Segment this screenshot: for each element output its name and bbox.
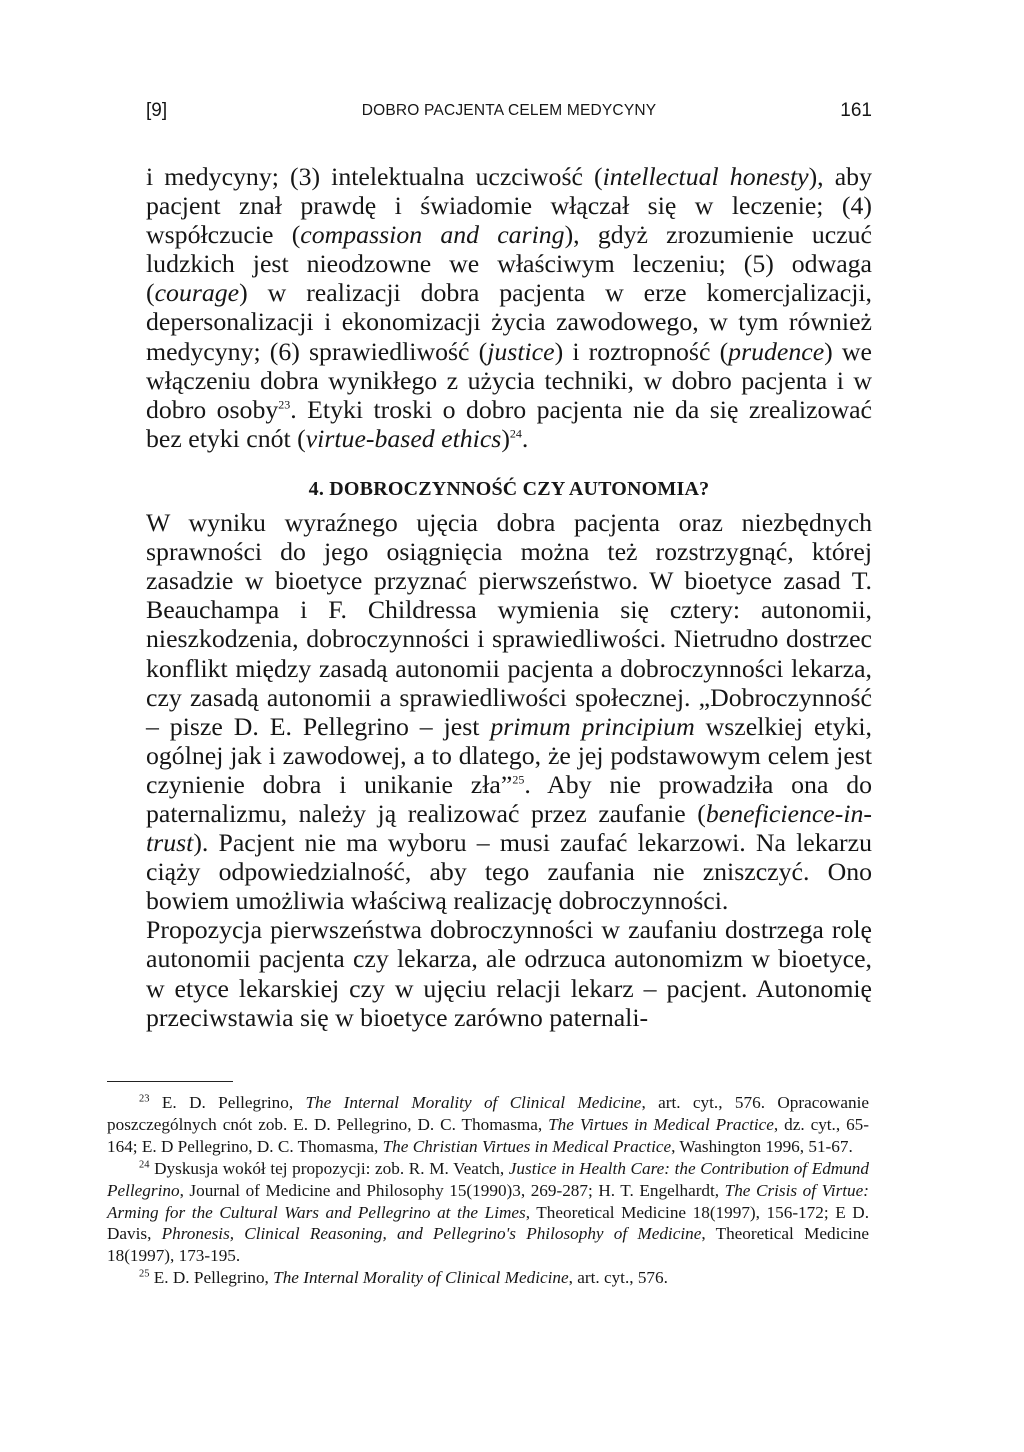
- italic-title: Justice in Health Care: the Contribution of Edmund Pellegrino: [107, 1158, 869, 1200]
- text-run: E. D. Pellegrino,: [149, 1268, 274, 1288]
- footnote-ref-23[interactable]: 23: [278, 397, 291, 412]
- paragraph-2: [146, 508, 872, 915]
- text-run: Propozycja pierwszeństwa dobroczynności w zaufaniu dostrzega rolę autonomii pacjenta czy lekarza, ale odrzuca autonomizm w bioetyce, w etyce lekarskiej czy w ujęciu relacji lekarz – pacjent. Autonomię przeciwstawia się w bioetyce zarówno paternali-: [146, 915, 872, 1032]
- text-run: Dyskusja wokół tej propozycji: zob. R. M. Veatch,: [149, 1158, 509, 1178]
- main-text: [146, 162, 872, 1032]
- text-run: , art. cyt., 576. Opracowanie poszczególnych cnót zob. E. D. Pellegrino, D. C. Thomasma,: [107, 1093, 869, 1134]
- italic-term: primum principium: [490, 711, 695, 741]
- footnote-ref-25[interactable]: 25: [512, 772, 525, 787]
- text-run: ), gdyż zrozumienie uczuć ludzkich jest nieodzowne we właściwym leczeniu; (5) odwaga (: [146, 220, 873, 308]
- section-heading: 4. DOBROCZYNNOŚĆ CZY AUTONOMIA?: [308, 477, 710, 500]
- section-number: [9]: [146, 100, 168, 121]
- text-run: ) we włączeniu dobra wynikłego z użycia techniki, w dobro pacjenta i w dobro osoby: [146, 336, 872, 424]
- text-run: . Aby nie prowadziła ona do paternalizmu, należy ją realizować przez zaufanie (: [146, 769, 872, 828]
- running-title: DOBRO PACJENTA CELEM MEDYCYNY: [361, 102, 657, 119]
- footnote-mark: 23: [139, 1093, 150, 1105]
- text-run: ), aby pacjent znał prawdę i świadomie włączał się w leczenie; (4) współczucie (: [146, 162, 872, 250]
- text-run: ): [501, 423, 510, 453]
- text-run: ) i roztropność (: [554, 336, 729, 366]
- text-run: , Washington 1996, 51-67.: [671, 1136, 853, 1156]
- text-run: , Theoretical Medicine 18(1997), 173-195.: [107, 1224, 869, 1266]
- text-run: ) w realizacji dobra pacjenta w erze komercjalizacji, depersonalizacji i ekonomizacji życia zawodowego, w tym również medycyny; (6) sprawiedliwość (: [146, 278, 872, 366]
- paragraph-1: [146, 162, 872, 453]
- text-run: i medycyny; (3) intelektualna uczciwość (: [146, 162, 603, 191]
- italic-term: virtue-based ethics: [305, 423, 502, 453]
- italic-title: The Internal Morality of Clinical Medicine: [305, 1093, 642, 1112]
- footnote-25: [107, 1267, 869, 1289]
- footnote-mark: 24: [139, 1158, 150, 1170]
- italic-term: prudence: [728, 336, 825, 366]
- text-run: ). Pacjent nie ma wyboru – musi zaufać lekarzowi. Na lekarzu ciąży odpowiedzialność, aby tego zaufania nie zniszczyć. Ono bowiem umożliwia właściwą realizację dobroczynności.: [146, 828, 872, 916]
- footnote-separator: [107, 1081, 233, 1082]
- text-run: , dz. cyt., 65-164; E. D Pellegrino, D. C. Thomasma,: [107, 1114, 869, 1156]
- italic-title: Phronesis, Clinical Reasoning, and Pellegrino's Philosophy of Medicine: [161, 1224, 702, 1244]
- footnote-mark: 25: [139, 1268, 150, 1280]
- italic-title: The Crisis of Virtue: Arming for the Cultural Wars and Pellegrino at the Limes: [107, 1180, 869, 1222]
- italic-title: The Internal Morality of Clinical Medicine: [273, 1268, 569, 1288]
- italic-title: The Virtues in Medical Practice: [548, 1114, 774, 1134]
- running-header: [146, 100, 872, 136]
- footnote-ref-24[interactable]: 24: [509, 426, 522, 441]
- page-number: 161: [840, 100, 872, 121]
- italic-title: The Christian Virtues in Medical Practice: [382, 1136, 672, 1156]
- text-run: , art. cyt., 576.: [568, 1268, 668, 1288]
- text-run: E. D. Pellegrino,: [149, 1093, 306, 1112]
- footnote-24: [107, 1158, 869, 1268]
- text-run: , Theoretical Medicine 18(1997), 156-172; E D. Davis,: [107, 1202, 870, 1244]
- italic-term: beneficience-in-trust: [146, 798, 872, 858]
- text-run: W wyniku wyraźnego ujęcia dobra pacjenta oraz niezbędnych sprawności do jego osiągnięcia można też rozstrzygnąć, której zasadzie w bioetyce przyznać pierwszeństwo. W bioetyce zasad T. Beauchampa i F. Childressa wymienia się cztery: autonomii, nieszkodzenia, dobroczynności i sprawiedliwości. Nietrudno dostrzec konflikt między zasadą autonomii pacjenta a dobroczynności lekarza, czy zasadą autonomii a sprawiedliwości społecznej. „Dobroczynność – pisze D. E. Pellegrino – jest: [146, 508, 872, 741]
- italic-term: courage: [154, 278, 240, 308]
- text-run: .: [521, 423, 529, 453]
- paragraph-3: [146, 915, 872, 1031]
- footnotes: [107, 1092, 869, 1289]
- footnote-23: [107, 1092, 869, 1158]
- italic-term: justice: [487, 336, 555, 366]
- italic-term: intellectual honesty: [602, 162, 809, 191]
- text-run: . Etyki troski o dobro pacjenta nie da się zrealizować bez etyki cnót (: [146, 394, 872, 453]
- italic-term: compassion and caring: [300, 220, 565, 250]
- text-run: wszelkiej etyki, ogólnej jak i zawodowej, a to dlatego, że jej podstawowym celem jest czynienie dobra i unikanie zła”: [146, 711, 872, 799]
- text-run: , Journal of Medicine and Philosophy 15(1990)3, 269-287; H. T. Engelhardt,: [179, 1180, 725, 1200]
